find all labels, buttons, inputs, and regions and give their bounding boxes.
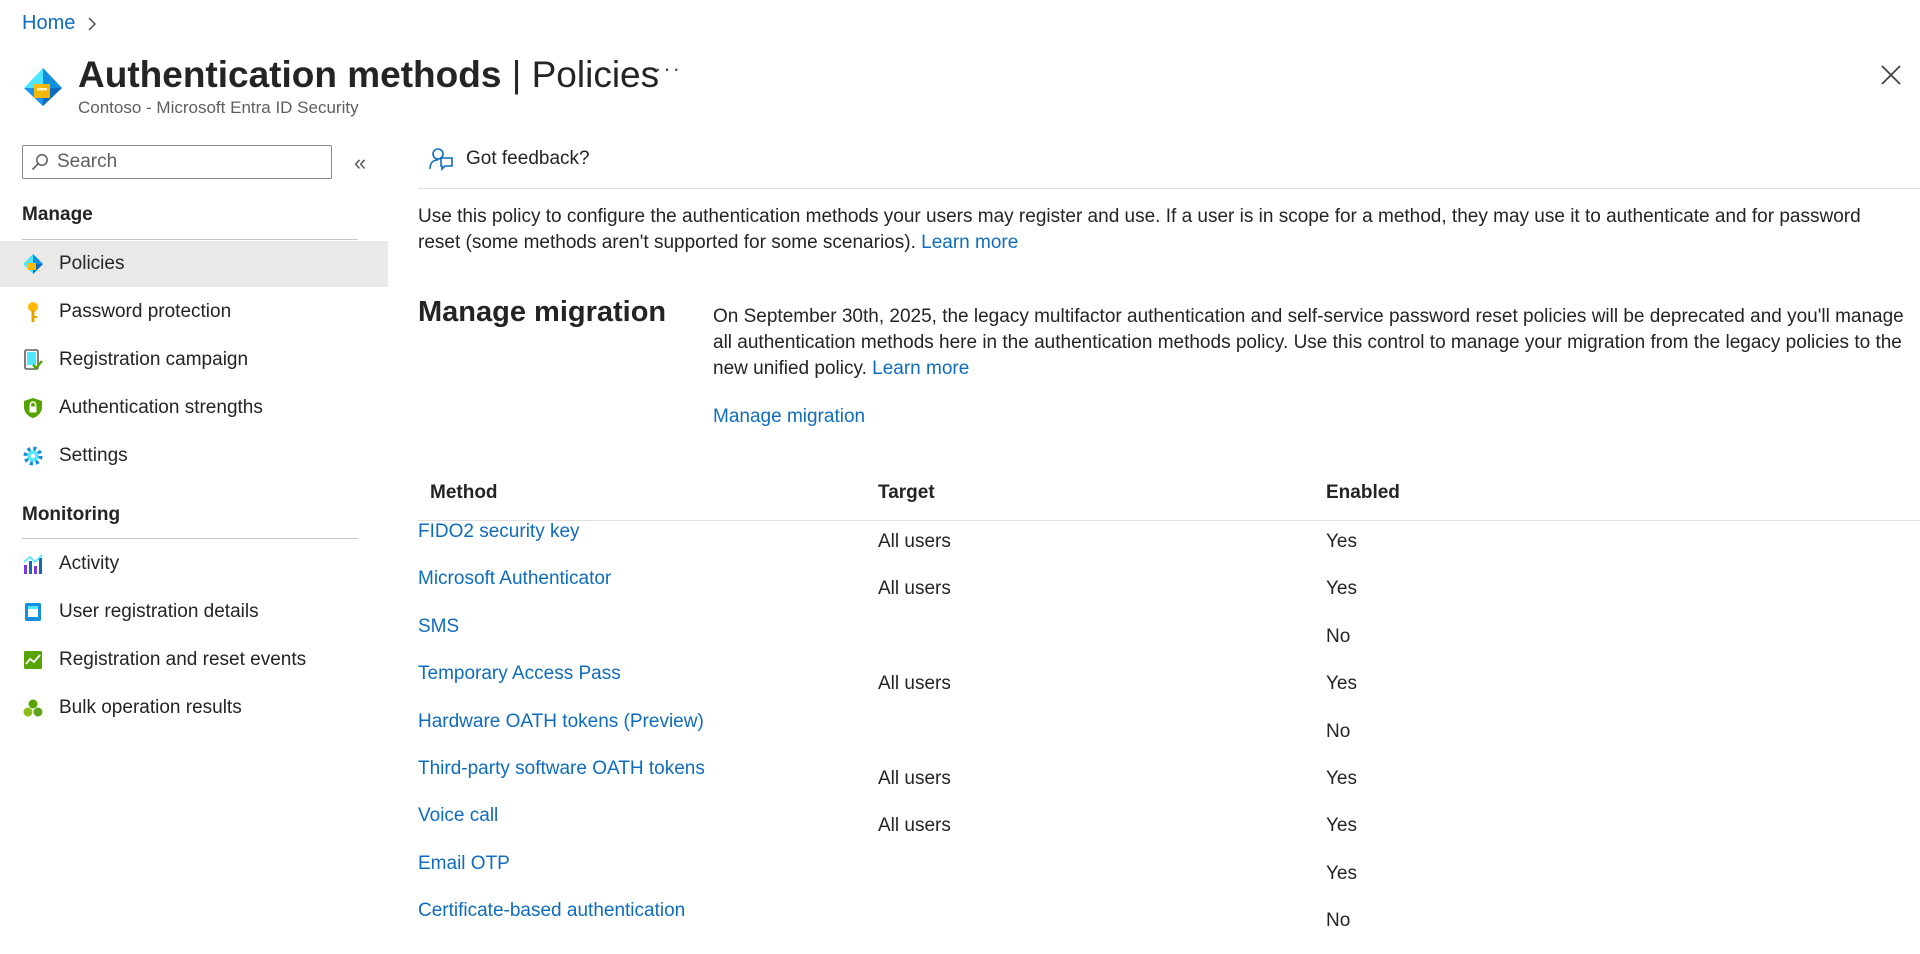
page-header [22, 52, 1902, 122]
page-title-section: Policies [531, 54, 660, 95]
search-box [22, 145, 332, 179]
feedback-button[interactable] [428, 146, 590, 172]
sidebar-item-user-registration-details[interactable] [0, 589, 388, 635]
page-subtitle: Contoso - Microsoft Entra ID Security [78, 98, 359, 117]
bulk-operations-icon [22, 697, 44, 719]
method-link[interactable]: SMS [418, 615, 460, 637]
sidebar-item-label: Password protection [59, 301, 232, 322]
sidebar-item-settings[interactable] [0, 433, 388, 479]
main-content [418, 144, 1920, 954]
breadcrumb-home-link[interactable]: Home [22, 12, 76, 34]
table-row [418, 900, 1920, 947]
breadcrumb [22, 12, 99, 35]
manage-migration-link[interactable]: Manage migration [713, 406, 866, 427]
enabled-cell: No [1326, 910, 1351, 932]
policy-description-text: Use this policy to configure the authentication methods your users may register and use. If a user is in scope for a method, they may use it to authenticate and for password reset (some methods aren't supported for some scenarios). [418, 206, 1861, 253]
sidebar-item-label: Bulk operation results [59, 697, 242, 718]
enabled-cell: Yes [1326, 815, 1357, 837]
migration-section-title: Manage migration [418, 296, 667, 328]
sidebar-item-label: Settings [59, 445, 128, 466]
feedback-icon [428, 146, 454, 172]
more-options-button[interactable]: ··· [654, 56, 682, 81]
method-link[interactable]: Microsoft Authenticator [418, 568, 612, 590]
table-row [418, 521, 1920, 568]
table-row [418, 616, 1920, 663]
key-icon [22, 301, 44, 323]
enabled-cell: Yes [1326, 578, 1357, 600]
method-link[interactable]: Temporary Access Pass [418, 663, 621, 685]
authentication-methods-icon [22, 66, 64, 108]
sidebar-item-policies[interactable] [0, 241, 388, 287]
command-bar [418, 144, 1920, 189]
sidebar-item-label: Activity [59, 553, 120, 574]
page-title [78, 52, 659, 98]
enabled-cell: Yes [1326, 673, 1357, 695]
enabled-cell: No [1326, 720, 1351, 742]
manage-divider [22, 239, 358, 240]
table-row [418, 758, 1920, 805]
search-input[interactable] [55, 150, 319, 174]
user-details-icon [22, 601, 44, 623]
table-row [418, 663, 1920, 710]
method-link[interactable]: Certificate-based authentication [418, 900, 686, 922]
sidebar-item-authentication-strengths[interactable] [0, 385, 388, 431]
target-cell: All users [878, 578, 951, 600]
feedback-label: Got feedback? [466, 148, 590, 169]
table-row [418, 711, 1920, 758]
sidebar-item-registration-campaign[interactable] [0, 337, 388, 383]
sidebar [0, 144, 388, 954]
sidebar-item-label: Registration campaign [59, 349, 249, 370]
column-header-enabled[interactable]: Enabled [1326, 482, 1400, 503]
sidebar-item-label: Registration and reset events [59, 649, 307, 670]
migration-learn-more-link[interactable]: Learn more [872, 358, 970, 379]
monitoring-section-label: Monitoring [22, 504, 121, 525]
search-icon [31, 153, 49, 171]
methods-table [418, 474, 1920, 948]
sidebar-item-activity[interactable] [0, 541, 388, 587]
method-link[interactable]: Hardware OATH tokens (Preview) [418, 710, 704, 732]
policy-description [418, 204, 1908, 256]
bar-chart-icon [22, 553, 44, 575]
migration-description [713, 304, 1908, 382]
method-link[interactable]: Email OTP [418, 852, 510, 874]
table-row [418, 805, 1920, 852]
target-cell: All users [878, 815, 951, 837]
method-link[interactable]: Voice call [418, 805, 499, 827]
sidebar-item-label: Authentication strengths [59, 397, 263, 418]
chevron-right-icon [85, 17, 99, 31]
column-header-target[interactable]: Target [878, 482, 935, 503]
enabled-cell: Yes [1326, 767, 1357, 789]
sidebar-item-label: User registration details [59, 601, 259, 622]
registration-campaign-icon [22, 349, 44, 371]
shield-icon [22, 397, 44, 419]
target-cell: All users [878, 767, 951, 789]
enabled-cell: Yes [1326, 862, 1357, 884]
page-title-separator: | [501, 54, 532, 95]
learn-more-link[interactable]: Learn more [921, 232, 1019, 253]
enabled-cell: No [1326, 625, 1351, 647]
sidebar-item-bulk-operation-results[interactable] [0, 685, 388, 731]
table-header [418, 474, 1920, 521]
table-row [418, 853, 1920, 900]
manage-section-label: Manage [22, 204, 93, 225]
target-cell: All users [878, 673, 951, 695]
method-link[interactable]: Third-party software OATH tokens [418, 757, 705, 779]
column-header-method[interactable]: Method [430, 482, 498, 503]
migration-description-text: On September 30th, 2025, the legacy multifactor authentication and self-service password reset policies will be deprecated and you'll manage all authentication methods here in the authentication methods policy. Use this control to manage your migration from the legacy policies to the new unified policy. [713, 306, 1904, 379]
table-row [418, 568, 1920, 615]
collapse-sidebar-button[interactable]: « [354, 150, 367, 175]
sidebar-item-registration-and-reset-events[interactable] [0, 637, 388, 683]
enabled-cell: Yes [1326, 531, 1357, 552]
gear-icon [22, 445, 44, 467]
target-cell: All users [878, 531, 951, 552]
page-title-main: Authentication methods [78, 54, 502, 95]
policies-icon [22, 253, 44, 275]
monitoring-divider [22, 538, 358, 539]
close-icon[interactable] [1880, 64, 1902, 86]
sidebar-item-password-protection[interactable] [0, 289, 388, 335]
events-chart-icon [22, 649, 44, 671]
method-link[interactable]: FIDO2 security key [418, 521, 580, 542]
sidebar-item-label: Policies [59, 253, 125, 274]
